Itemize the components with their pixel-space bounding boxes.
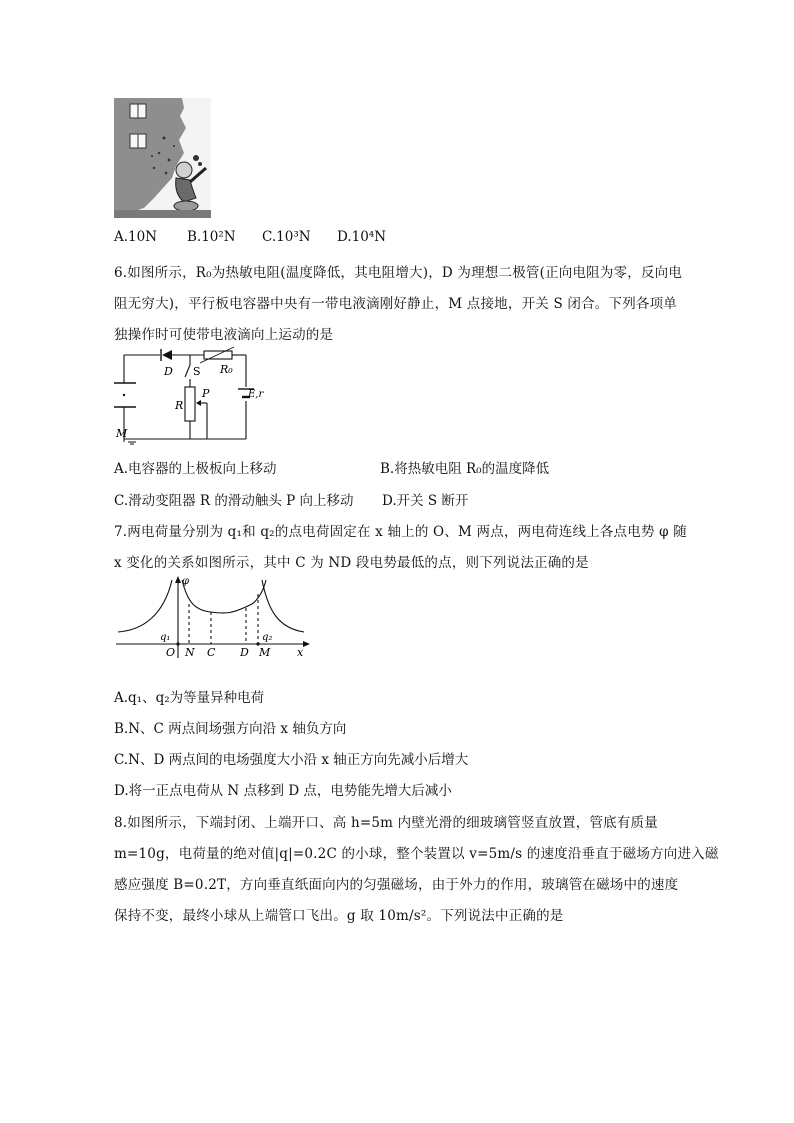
label-q1: q₁ [160,632,171,643]
label-m: M [116,427,128,440]
label-o: O [166,646,176,659]
q5-option-d: D.10⁴N [337,229,387,245]
label-r: R [175,399,184,412]
q7-option-d: D.将一正点电荷从 N 点移到 D 点，电势能先增大后减小 [114,783,452,799]
q8-stem-line-1: 8.如图所示，下端封闭、上端开口、高 h=5m 内壁光滑的细玻璃管竖直放置，管底有质量 [114,815,658,831]
label-m: M [259,646,271,659]
label-p: P [202,387,210,400]
falling-object-illustration [114,98,211,218]
q7-option-b: B.N、C 两点间场强方向沿 x 轴负方向 [114,721,347,737]
label-n: N [185,646,195,659]
label-s: S [193,365,201,378]
q6-option-b: B.将热敏电阻 R₀的温度降低 [380,461,550,477]
q6-option-c: C.滑动变阻器 R 的滑动触头 P 向上移动 [114,493,354,509]
q8-stem-line-3: 感应强度 B=0.2T，方向垂直纸面向内的匀强磁场，由于外力的作用，玻璃管在磁场中的速度 [114,877,679,893]
label-x: x [297,646,304,659]
label-q2: q₂ [262,632,273,643]
q8-stem-line-4: 保持不变，最终小球从上端管口飞出。g 取 10m/s²。下列说法中正确的是 [114,908,564,924]
q5-option-b: B.10²N [187,229,236,245]
q5-option-a: A.10N [114,229,158,245]
q5-option-c: C.10³N [262,229,311,245]
q6-circuit-diagram [114,345,264,445]
label-r0: R₀ [220,363,233,376]
q6-option-a: A.电容器的上极板向上移动 [114,461,277,477]
q6-stem-line-3: 独操作时可使带电液滴向上运动的是 [114,327,334,343]
q6-option-d: D.开关 S 断开 [382,493,469,509]
q7-option-a: A.q₁、q₂为等量异种电荷 [114,690,265,706]
q7-stem-line-2: x 变化的关系如图所示，其中 C 为 ND 段电势最低的点，则下列说法正确的是 [114,555,589,571]
q7-option-c: C.N、D 两点间的电场强度大小沿 x 轴正方向先减小后增大 [114,752,469,768]
label-phi: φ [182,576,190,587]
q8-stem-line-2: m=10g，电荷量的绝对值|q|=0.2C 的小球，整个装置以 v=5m/s 的速度沿垂直于磁场方向进入磁 [114,846,719,862]
q7-potential-graph [114,574,312,660]
q7-stem-line-1: 7.两电荷量分别为 q₁和 q₂的点电荷固定在 x 轴上的 O、M 两点，两电荷连线上各点电势 φ 随 [114,524,687,540]
label-d: D [240,646,249,659]
q6-stem-line-1: 6.如图所示，R₀为热敏电阻(温度降低，其电阻增大)，D 为理想二极管(正向电阻为零，反向电 [114,265,683,281]
label-c: C [207,646,216,659]
label-e: E,r [248,389,264,400]
q6-stem-line-2: 阻无穷大)，平行板电容器中央有一带电液滴刚好静止，M 点接地，开关 S 闭合。下列各项单 [114,296,678,312]
label-d: D [164,365,173,378]
